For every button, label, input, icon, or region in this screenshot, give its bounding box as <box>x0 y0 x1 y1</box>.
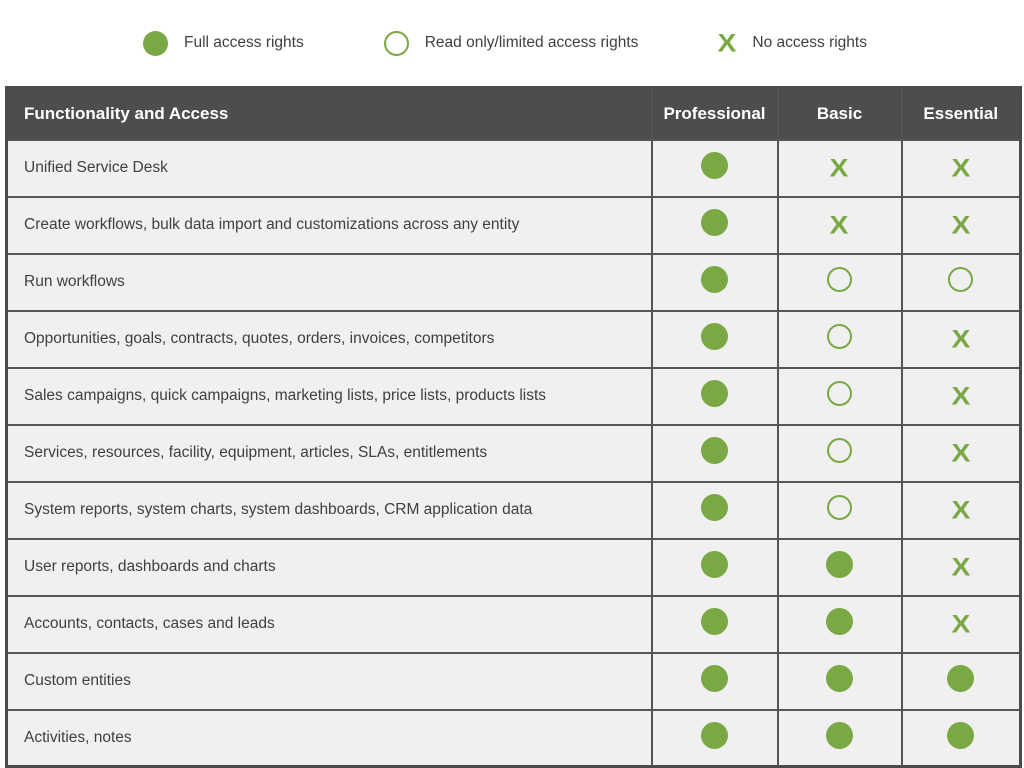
table-row <box>7 140 1021 197</box>
access-symbol <box>948 267 973 292</box>
access-symbol <box>952 611 970 638</box>
feature-label: User reports, dashboards and charts <box>7 539 652 596</box>
table-row <box>7 653 1021 710</box>
feature-label: Accounts, contacts, cases and leads <box>7 596 652 653</box>
legend-label: Read only/limited access rights <box>424 34 639 51</box>
access-cell <box>902 653 1021 710</box>
column-header-basic: Basic <box>778 88 902 140</box>
access-symbol <box>701 152 728 179</box>
feature-label: Create workflows, bulk data import and customizations across any entity <box>7 197 652 254</box>
access-cell <box>652 311 778 368</box>
access-symbol <box>701 494 728 521</box>
feature-label: Custom entities <box>7 653 652 710</box>
access-cell <box>902 539 1021 596</box>
header-row <box>7 88 1021 140</box>
no-access-icon <box>718 30 736 57</box>
access-cell <box>652 539 778 596</box>
access-cell <box>902 140 1021 197</box>
access-symbol <box>826 722 853 749</box>
table-header <box>7 88 1021 140</box>
access-cell <box>902 596 1021 653</box>
access-symbol <box>826 551 853 578</box>
access-symbol <box>701 266 728 293</box>
feature-label: Activities, notes <box>7 710 652 767</box>
access-cell <box>778 140 902 197</box>
table-row <box>7 596 1021 653</box>
access-symbol <box>952 155 970 182</box>
access-cell <box>652 653 778 710</box>
table-row <box>7 425 1021 482</box>
access-symbol <box>952 326 970 353</box>
access-cell <box>652 482 778 539</box>
access-symbol <box>701 665 728 692</box>
access-symbol <box>826 608 853 635</box>
column-header-essential: Essential <box>902 88 1021 140</box>
access-symbol <box>952 383 970 410</box>
access-cell <box>652 425 778 482</box>
access-cell <box>778 254 902 311</box>
access-cell <box>902 197 1021 254</box>
access-cell <box>652 368 778 425</box>
access-symbol <box>947 722 974 749</box>
access-symbol <box>701 722 728 749</box>
legend-label: No access rights <box>752 34 867 51</box>
access-cell <box>902 482 1021 539</box>
table-body <box>7 140 1021 767</box>
feature-label: Unified Service Desk <box>7 140 652 197</box>
table-row <box>7 254 1021 311</box>
access-cell <box>778 425 902 482</box>
feature-label: Opportunities, goals, contracts, quotes, orders, invoices, competitors <box>7 311 652 368</box>
access-symbol <box>827 438 852 463</box>
access-cell <box>652 140 778 197</box>
feature-label: Sales campaigns, quick campaigns, marketing lists, price lists, products lists <box>7 368 652 425</box>
access-symbol <box>952 497 970 524</box>
access-symbol <box>827 381 852 406</box>
access-symbol <box>701 551 728 578</box>
access-symbol <box>952 440 970 467</box>
column-header-professional: Professional <box>652 88 778 140</box>
access-cell <box>652 197 778 254</box>
access-symbol <box>701 608 728 635</box>
access-cell <box>778 311 902 368</box>
access-cell <box>778 710 902 767</box>
feature-label: Run workflows <box>7 254 652 311</box>
access-symbol <box>701 209 728 236</box>
access-cell <box>778 539 902 596</box>
access-cell <box>902 311 1021 368</box>
access-cell <box>902 425 1021 482</box>
access-symbol <box>827 495 852 520</box>
table-row <box>7 539 1021 596</box>
access-cell <box>902 368 1021 425</box>
legend-item-limited-access <box>384 31 639 56</box>
access-cell <box>778 197 902 254</box>
access-cell <box>902 254 1021 311</box>
access-symbol <box>827 324 852 349</box>
full-access-icon <box>143 31 168 56</box>
column-header-functionality: Functionality and Access <box>7 88 652 140</box>
feature-label: Services, resources, facility, equipment, articles, SLAs, entitlements <box>7 425 652 482</box>
access-symbol <box>827 267 852 292</box>
access-symbol <box>830 212 848 239</box>
access-cell <box>778 596 902 653</box>
access-symbol <box>952 554 970 581</box>
table-row <box>7 368 1021 425</box>
access-symbol <box>830 155 848 182</box>
table-row <box>7 311 1021 368</box>
access-cell <box>652 254 778 311</box>
access-symbol <box>952 212 970 239</box>
access-symbol <box>701 380 728 407</box>
access-symbol <box>826 665 853 692</box>
feature-label: System reports, system charts, system dashboards, CRM application data <box>7 482 652 539</box>
access-cell <box>778 482 902 539</box>
legend-item-no-access <box>718 30 867 57</box>
access-symbol <box>947 665 974 692</box>
access-cell <box>652 596 778 653</box>
table-row <box>7 710 1021 767</box>
access-symbol <box>701 323 728 350</box>
legend-item-full-access <box>143 31 304 56</box>
access-cell <box>778 653 902 710</box>
table-row <box>7 197 1021 254</box>
table-row <box>7 482 1021 539</box>
access-legend <box>0 0 1024 86</box>
access-symbol <box>701 437 728 464</box>
legend-label: Full access rights <box>184 34 304 51</box>
limited-access-icon <box>384 31 409 56</box>
access-comparison-table <box>5 86 1022 768</box>
access-cell <box>652 710 778 767</box>
access-cell <box>902 710 1021 767</box>
access-cell <box>778 368 902 425</box>
